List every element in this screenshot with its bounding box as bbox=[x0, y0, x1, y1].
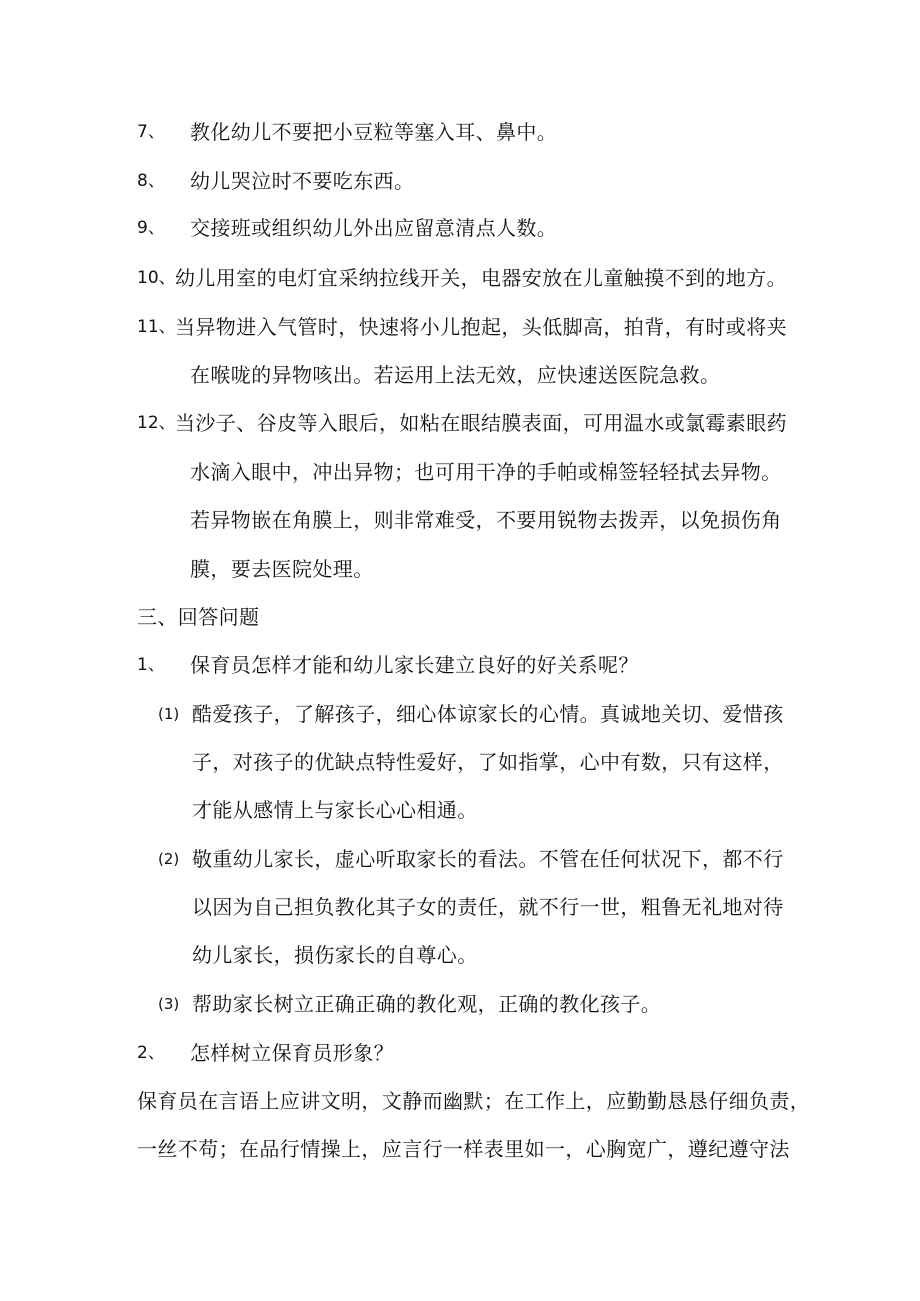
answer-text: 一丝不苟；在品行情操上，应言行一样表里如一，心胸宽广，遵纪遵守法 bbox=[137, 1137, 790, 1161]
item-number: 7、 bbox=[137, 122, 165, 142]
question-title: 怎样树立保育员形象？ bbox=[190, 1041, 394, 1065]
item-text: 膜，要去医院处理。 bbox=[190, 557, 374, 581]
item-text: 水滴入眼中，冲出异物；也可用干净的手帕或棉签轻轻拭去异物。 bbox=[190, 460, 782, 484]
item-number: 8、 bbox=[137, 171, 165, 191]
answer-text: 酷爱孩子，了解孩子，细心体谅家长的心情。真诚地关切、爱惜孩 bbox=[192, 702, 784, 726]
item-text: 交接班或组织幼儿外出应留意清点人数。 bbox=[190, 216, 558, 240]
answer-text: 敬重幼儿家长，虚心听取家长的看法。不管在任何状况下，都不行 bbox=[192, 847, 784, 871]
item-text: 当沙子、谷皮等入眼后，如粘在眼结膜表面，可用温水或氯霉素眼药 bbox=[175, 411, 787, 435]
item-number: 9、 bbox=[137, 218, 165, 238]
item-text: 幼儿用室的电灯宜采纳拉线开关，电器安放在儿童触摸不到的地方。 bbox=[175, 266, 787, 290]
answer-text: 才能从感情上与家长心心相通。 bbox=[192, 798, 478, 822]
item-text: 若异物嵌在角膜上，则非常难受，不要用锐物去拨弄，以免损伤角 bbox=[190, 508, 782, 532]
question-title: 保育员怎样才能和幼儿家长建立良好的好关系呢？ bbox=[190, 653, 639, 677]
answer-number: (2) bbox=[158, 850, 180, 868]
answer-number: (3) bbox=[158, 995, 180, 1013]
answer-text: 子，对孩子的优缺点特性爱好，了如指掌，心中有数，只有这样， bbox=[192, 750, 784, 774]
item-text: 教化幼儿不要把小豆粒等塞入耳、鼻中。 bbox=[190, 120, 558, 144]
answer-text: 以因为自己担负教化其子女的责任，就不行一世，粗鲁无礼地对待 bbox=[192, 895, 784, 919]
item-number: 11、 bbox=[137, 317, 176, 337]
item-text: 当异物进入气管时，快速将小儿抱起，头低脚高，拍背，有时或将夹 bbox=[175, 315, 787, 339]
answer-text: 帮助家长树立正确正确的教化观，正确的教化孩子。 bbox=[192, 992, 662, 1016]
item-number: 10、 bbox=[137, 268, 176, 288]
question-number: 1、 bbox=[137, 655, 165, 675]
section-title: 三、回答问题 bbox=[137, 605, 260, 629]
item-text: 在喉咙的异物咳出。若运用上法无效，应快速送医院急救。 bbox=[190, 363, 721, 387]
answer-text: 保育员在言语上应讲文明，文静而幽默；在工作上，应勤勤恳恳仔细负责， bbox=[137, 1089, 811, 1113]
question-number: 2、 bbox=[137, 1043, 165, 1063]
item-text: 幼儿哭泣时不要吃东西。 bbox=[190, 169, 415, 193]
item-number: 12、 bbox=[137, 413, 176, 433]
answer-number: (1) bbox=[158, 705, 180, 723]
answer-text: 幼儿家长，损伤家长的自尊心。 bbox=[192, 943, 478, 967]
